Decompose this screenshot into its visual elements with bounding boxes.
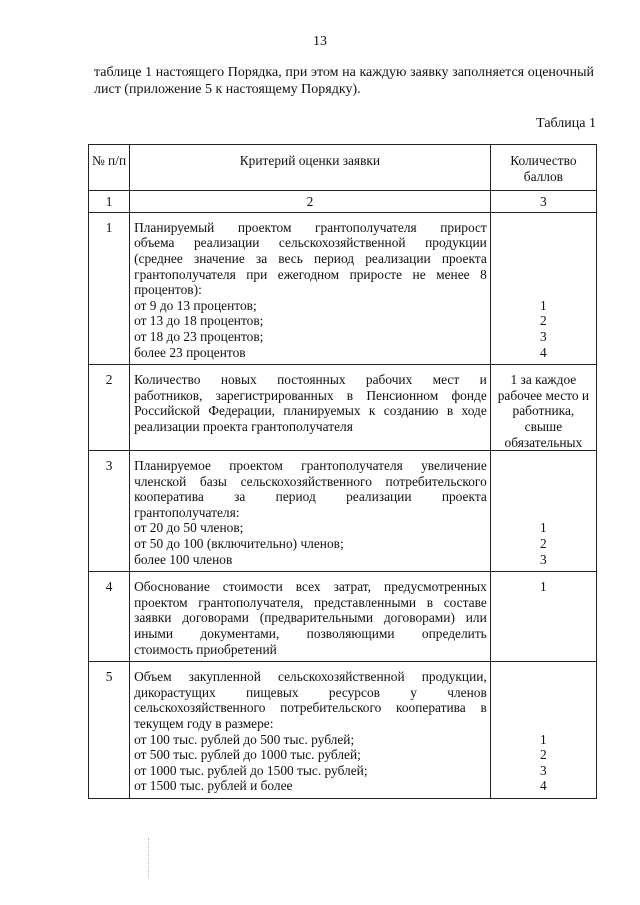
criterion-option: от 9 до 13 процентов; <box>134 297 257 313</box>
points-text-line: работника, <box>512 403 575 419</box>
criterion-cell <box>130 451 491 572</box>
points-cell <box>490 572 596 662</box>
criterion-option: от 13 до 18 процентов; <box>134 313 264 329</box>
row-number: 1 <box>89 212 130 364</box>
points-cell <box>490 662 596 799</box>
points-value: 2 <box>540 747 547 763</box>
criterion-cell <box>130 212 491 364</box>
criterion-line: Обоснование стоимости всех затрат, предусмотренных <box>134 579 487 595</box>
table-row <box>89 365 597 451</box>
points-cell <box>490 451 596 572</box>
table-row <box>89 451 597 572</box>
index-cell: 1 <box>89 191 130 213</box>
points-value: 2 <box>540 536 547 552</box>
points-text-line: 1 за каждое <box>510 372 577 388</box>
criterion-line: иными документами, позволяющими определить <box>134 626 487 642</box>
header-criterion: Критерий оценки заявки <box>130 145 491 191</box>
criterion-line: кооператива за период реализации проекта <box>134 489 487 505</box>
criterion-option: от 50 до 100 (включительно) членов; <box>134 536 344 552</box>
criterion-cell <box>130 365 491 451</box>
criterion-cell <box>130 662 491 799</box>
intro-paragraph <box>94 64 594 98</box>
table-caption: Таблица 1 <box>536 116 596 131</box>
row-number: 4 <box>89 572 130 662</box>
criterion-line: Российской Федерации, планируемых к созданию в ходе <box>134 403 487 419</box>
criterion-option: от 20 до 50 членов; <box>134 520 244 536</box>
criterion-line: дикорастущих пищевых ресурсов у членов <box>134 684 487 700</box>
points-cell <box>490 365 596 451</box>
criterion-line: (среднее значение за весь период реализации проекта <box>134 250 487 266</box>
criterion-option: от 100 тыс. рублей до 500 тыс. рублей; <box>134 731 355 747</box>
criterion-option: от 1000 тыс. рублей до 1500 тыс. рублей; <box>134 762 368 778</box>
points-value: 1 <box>540 520 547 536</box>
points-cell <box>490 212 596 364</box>
header-num: № п/п <box>89 145 130 191</box>
scan-artifact <box>148 838 150 878</box>
criterion-option: более 100 членов <box>134 551 233 567</box>
intro-line: таблице 1 настоящего Порядка, при этом на каждую заявку заполняется оценочный <box>94 65 594 80</box>
points-text-line: свыше <box>524 418 563 434</box>
table-row <box>89 212 597 364</box>
points-text-line: рабочее место и <box>497 387 590 403</box>
points-text-line: обязательных <box>504 434 583 450</box>
criterion-line: объема реализации сельскохозяйственной продукции <box>134 235 487 251</box>
criterion-line: сельскохозяйственного потребительского кооператива в <box>134 700 487 716</box>
criterion-line: грантополучателя: <box>134 504 240 520</box>
criterion-line: членской базы сельскохозяйственного потребительского <box>134 473 487 489</box>
criterion-line: стоимость приобретений <box>134 641 277 657</box>
criterion-line: процентов): <box>134 282 202 298</box>
criterion-line: Планируемое проектом грантополучателя увеличение <box>134 458 487 474</box>
criterion-line: Объем закупленной сельскохозяйственной продукции, <box>134 669 487 685</box>
header-points: Количество баллов <box>490 145 596 191</box>
intro-line: лист (приложение 5 к настоящему Порядку). <box>94 82 361 97</box>
criterion-line: проектом грантополучателя, представленными в составе <box>134 594 487 610</box>
criterion-line: грантополучателя при ежегодном приросте не менее 8 <box>134 266 487 282</box>
points-value: 4 <box>540 778 547 794</box>
row-number: 2 <box>89 365 130 451</box>
points-value: 3 <box>540 551 547 567</box>
criterion-cell <box>130 572 491 662</box>
index-cell: 2 <box>130 191 491 213</box>
criterion-option: от 18 до 23 процентов; <box>134 328 264 344</box>
criterion-option: от 500 тыс. рублей до 1000 тыс. рублей; <box>134 747 361 763</box>
table-row <box>89 662 597 799</box>
criterion-option: более 23 процентов <box>134 344 246 360</box>
points-value: 3 <box>540 762 547 778</box>
criterion-line: работников, зарегистрированных в Пенсионном фонде <box>134 387 487 403</box>
points-value: 1 <box>540 297 547 313</box>
points-value: 1 <box>540 731 547 747</box>
criterion-option: от 1500 тыс. рублей и более <box>134 778 293 794</box>
points-value: 1 <box>540 579 547 595</box>
points-value: 4 <box>540 344 547 360</box>
row-number: 5 <box>89 662 130 799</box>
row-number: 3 <box>89 451 130 572</box>
criterion-line: Количество новых постоянных рабочих мест и <box>134 372 487 388</box>
index-cell: 3 <box>490 191 596 213</box>
criterion-line: текущем году в размере: <box>134 716 274 731</box>
criterion-line: реализации проекта грантополучателя <box>134 418 353 434</box>
points-value: 2 <box>540 313 547 329</box>
table-index-row <box>89 191 597 213</box>
criterion-line: Планируемый проектом грантополучателя прирост <box>134 219 487 235</box>
criteria-table <box>88 144 597 799</box>
points-value: 3 <box>540 328 547 344</box>
table-header-row <box>89 145 597 191</box>
table-row <box>89 572 597 662</box>
page-number: 13 <box>313 34 327 49</box>
criterion-line: заявки договорами (предварительными договорами) или <box>134 610 487 626</box>
